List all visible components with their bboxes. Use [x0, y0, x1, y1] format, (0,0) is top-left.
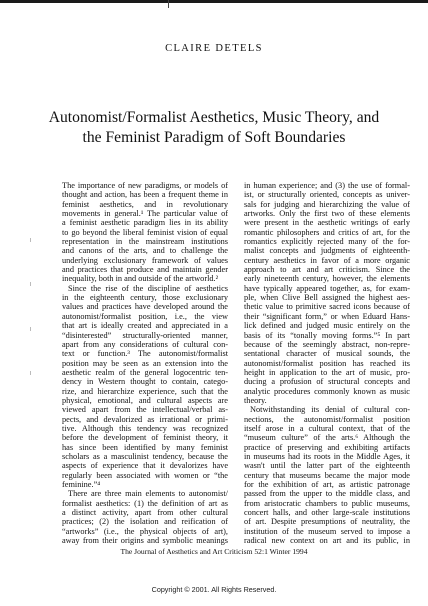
- text-line: malist concepts and judgments of eighteenth-: [244, 246, 410, 256]
- text-line: their “significant form,” or when Eduard Hans-: [244, 311, 410, 321]
- text-line: in human experience; and (3) the use of formal-: [244, 181, 410, 190]
- text-line: in the eighteenth century, those exclusionary: [62, 293, 228, 303]
- text-line: thetic value to primitive sacred icons because of: [244, 302, 410, 312]
- text-line: have typically appeared together, as, for exam-: [244, 283, 410, 293]
- text-line: analytic procedures commonly known as music: [244, 386, 410, 396]
- text-line: apart from any considerations of cultural con-: [62, 339, 228, 349]
- text-line: aesthetic realm of the general logocentric ten-: [62, 367, 228, 377]
- text-line: regularly been associated with women or “the: [62, 470, 228, 480]
- text-line: and canons of the arts, and to challenge the: [62, 246, 228, 256]
- text-line: century that museums became the major mode: [244, 470, 410, 480]
- title-line: the Feminist Paradigm of Soft Boundaries: [82, 129, 346, 146]
- text-line: because of the seemingly abstract, non-repre-: [244, 339, 410, 349]
- body-column-left: [62, 181, 228, 545]
- text-line: for the exhibition of art, as artistic patronage: [244, 480, 410, 489]
- text-line: thought and action, has been a frequent theme in: [62, 190, 228, 200]
- article-title: [40, 108, 388, 148]
- text-line: to go beyond the liberal feminist vision of equal: [62, 227, 228, 237]
- text-line: from aristocratic chambers to public museums,: [244, 498, 410, 508]
- text-line: before the development of feminist theory, it: [62, 433, 228, 443]
- text-line: a distinct activity, apart from other cultural: [62, 508, 228, 518]
- text-line: autonomist/formalist position, i.e., the view: [62, 311, 228, 321]
- text-line: and practices that produce and maintain gender: [62, 265, 228, 275]
- text-line: sals for judging and hierarchizing the value of: [244, 199, 410, 209]
- text-line: scholars as a masculinist tendency, because the: [62, 451, 228, 461]
- scan-mark: [168, 0, 169, 8]
- text-line: formalist aesthetics: (1) the definition of art as: [62, 498, 228, 508]
- text-line: feminine.”⁴: [62, 480, 101, 489]
- text-line: were present in the aesthetic writings of early: [244, 218, 410, 228]
- text-line: “artworks” (i.e., the physical objects of art),: [62, 526, 228, 536]
- text-line: itself arose in a cultural context, that of the: [244, 423, 410, 433]
- text-line: “disinterested” structurally-oriented manner,: [62, 330, 228, 340]
- text-line: of art. Despite presumptions of neutrality, the: [244, 517, 410, 527]
- text-line: passed from the upper to the middle class, and: [244, 489, 410, 499]
- text-line: ple, when Clive Bell assigned the highest aes-: [244, 293, 410, 303]
- text-line: has since been identified by many feminist: [62, 442, 228, 452]
- text-line: Notwithstanding its denial of cultural con-: [250, 405, 410, 415]
- text-line: early nineteenth century, however, the elements: [244, 274, 410, 284]
- text-line: romantics explicitly rejected many of the for-: [244, 237, 410, 247]
- text-line: sentational character of musical sounds, the: [244, 349, 410, 359]
- text-line: ducing a profusion of structural concepts and: [244, 377, 410, 387]
- author-name: CLAIRE DETELS: [165, 43, 263, 54]
- text-line: romantic philosophers and critics of art, for the: [244, 227, 410, 237]
- text-line: century aesthetics in favor of a more organic: [244, 255, 410, 265]
- text-line: a feminist aesthetic paradigm lies in its ability: [62, 218, 228, 228]
- text-line: physical, emotional, and cultural aspects are: [62, 395, 228, 405]
- text-line: movements in general.¹ The particular value of: [62, 209, 228, 219]
- text-line: concert halls, and other large-scale institutions: [244, 508, 410, 518]
- text-line: wasn't until the latter part of the eighteenth: [244, 461, 410, 471]
- text-line: position may be seen as an extension into the: [62, 358, 228, 368]
- text-line: basis of its “tonally moving forms.”⁵ In part: [244, 330, 410, 340]
- text-line: text or function.³ The autonomist/formalist: [62, 349, 228, 359]
- text-line: There are three main elements to autonomist/: [68, 489, 228, 499]
- text-line: Since the rise of the discipline of aesthetics: [68, 283, 228, 293]
- text-line: institution of the museum served to impose a: [244, 526, 410, 536]
- text-line: away from their origins and symbolic meanings: [62, 536, 228, 546]
- text-line: dency in Western thought to contain, catego-: [62, 377, 228, 387]
- title-line: Autonomist/Formalist Aesthetics, Music Theory, and: [48, 109, 380, 126]
- text-line: values and practices have developed around the: [62, 302, 228, 312]
- text-line: nections, the autonomist/formalist position: [244, 414, 410, 424]
- margin-mark: [30, 327, 31, 331]
- text-line: representation in the mainstream institutions: [62, 237, 228, 247]
- text-line: The importance of new paradigms, or models of: [62, 181, 228, 190]
- copyright-notice: Copyright © 2001. All Rights Reserved.: [151, 585, 277, 594]
- text-line: radical new context on art and its public, in: [244, 536, 410, 546]
- margin-mark: [30, 371, 31, 375]
- text-line: viewed apart from the intellectual/verbal as-: [62, 405, 228, 415]
- text-line: height in application to the art of music, pro-: [244, 367, 410, 377]
- text-line: ist, or structurally oriented, concepts as univer-: [244, 190, 410, 200]
- journal-footer: The Journal of Aesthetics and Art Criticism 52:1 Winter 1994: [120, 547, 308, 556]
- margin-mark: [30, 238, 31, 242]
- text-line: tive. Although this tendency was recognized: [62, 423, 228, 433]
- text-line: approach to art and art criticism. Since the: [244, 265, 410, 275]
- text-line: feminist aesthetics, and in revolutionary: [62, 199, 228, 209]
- text-line: practice of preserving and exhibiting artifacts: [244, 442, 410, 452]
- text-line: practices; (2) the isolation and reification of: [62, 517, 228, 527]
- text-line: that art is ideally created and appreciated in a: [62, 321, 228, 331]
- text-line: artworks. Only the first two of these elements: [244, 209, 410, 219]
- text-line: underlying exclusionary framework of values: [62, 255, 228, 265]
- text-line: in museums had its roots in the Middle Ages, it: [244, 451, 410, 461]
- text-line: pects, and devalorized as irrational or primi-: [62, 414, 228, 424]
- body-column-right: [244, 181, 410, 545]
- margin-mark: [30, 282, 31, 286]
- text-line: rize, and hierarchize experience, such that the: [62, 386, 228, 396]
- text-line: theory.: [244, 395, 267, 405]
- text-line: inequality, both in and outside of the artworld.²: [62, 274, 219, 284]
- text-line: autonomist/formalist position has reached its: [244, 358, 410, 368]
- text-line: lick defined and judged music entirely on the: [244, 321, 410, 331]
- top-border-rule: [0, 0, 428, 3]
- text-line: “museum culture” of the arts.⁶ Although the: [244, 433, 410, 443]
- text-line: aspects of experience that it devalorizes have: [62, 461, 228, 471]
